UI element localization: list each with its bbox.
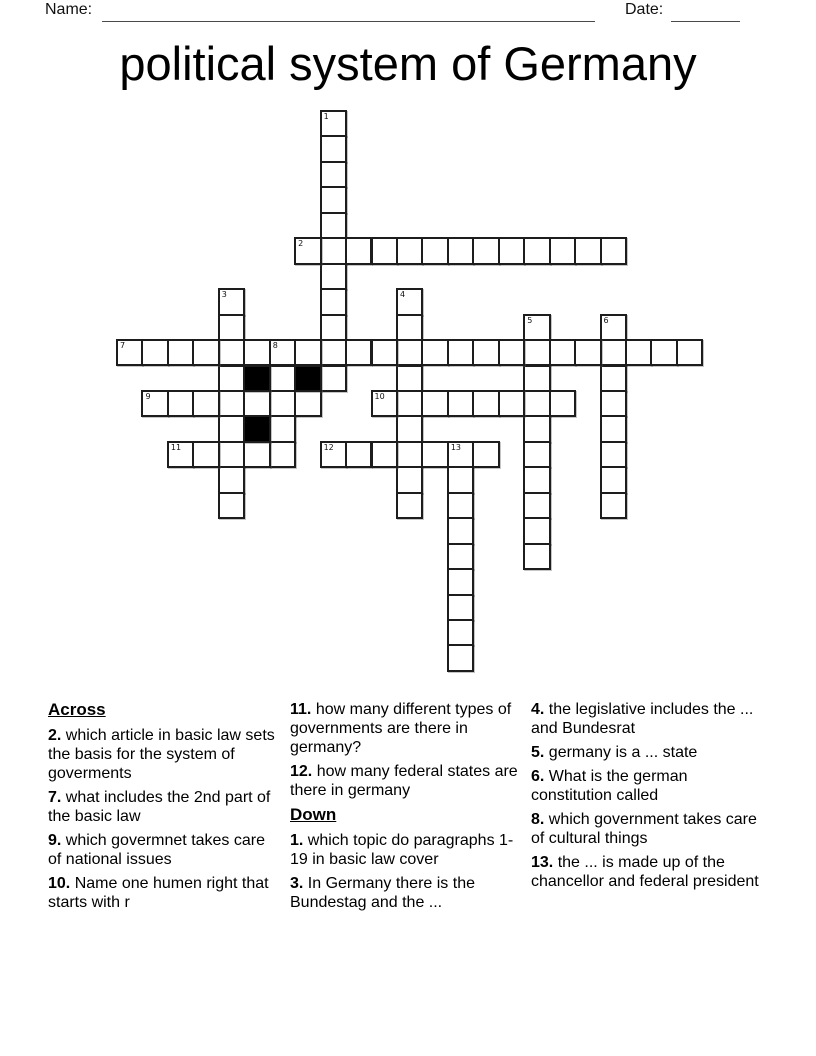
grid-cell[interactable] bbox=[141, 390, 168, 417]
clue-number: 5 bbox=[527, 315, 533, 325]
clue-text: how many federal states are there in germany bbox=[290, 763, 518, 799]
grid-cell[interactable] bbox=[447, 568, 474, 595]
grid-cell[interactable] bbox=[192, 441, 219, 468]
grid-cell[interactable] bbox=[421, 237, 448, 264]
clue-6 bbox=[531, 767, 771, 805]
grid-cell[interactable] bbox=[523, 390, 550, 417]
grid-cell[interactable] bbox=[269, 415, 296, 442]
across-heading: Across bbox=[48, 700, 106, 719]
grid-cell[interactable] bbox=[345, 237, 372, 264]
clue-number: 4 bbox=[399, 290, 406, 300]
grid-cell[interactable] bbox=[523, 441, 550, 468]
grid-cell[interactable] bbox=[447, 594, 474, 621]
grid-cell[interactable] bbox=[625, 339, 652, 366]
clue-11 bbox=[290, 700, 522, 757]
grid-cell[interactable] bbox=[243, 339, 270, 366]
grid-cell[interactable] bbox=[396, 237, 423, 264]
grid-cell[interactable] bbox=[141, 339, 168, 366]
grid-cell[interactable] bbox=[396, 339, 423, 366]
clue-column-2 bbox=[290, 700, 522, 917]
grid-cell[interactable] bbox=[498, 339, 525, 366]
grid-cell[interactable] bbox=[600, 365, 627, 392]
grid-cell[interactable] bbox=[396, 466, 423, 493]
grid-cell[interactable] bbox=[600, 415, 627, 442]
grid-cell[interactable] bbox=[472, 339, 499, 366]
grid-cell[interactable] bbox=[218, 339, 245, 366]
grid-cell[interactable] bbox=[498, 237, 525, 264]
grid-cell[interactable] bbox=[167, 390, 194, 417]
grid-cell[interactable] bbox=[523, 543, 550, 570]
grid-cell[interactable] bbox=[421, 441, 448, 468]
clue-number: 3 bbox=[221, 290, 227, 300]
clue-text: which article in basic law sets the basis for the system of goverments bbox=[48, 727, 275, 782]
clue-number-label: 2. bbox=[48, 727, 62, 744]
grid-cell[interactable] bbox=[269, 390, 296, 417]
grid-cell[interactable] bbox=[218, 314, 245, 341]
clue-number-label: 9. bbox=[48, 832, 62, 849]
grid-cell[interactable] bbox=[549, 339, 576, 366]
grid-cell[interactable] bbox=[192, 339, 219, 366]
clue-4 bbox=[531, 700, 771, 738]
clue-1 bbox=[290, 831, 522, 869]
grid-cell[interactable] bbox=[523, 339, 550, 366]
clue-7 bbox=[48, 788, 280, 826]
clue-text: how many different types of governments are there in germany? bbox=[290, 701, 512, 756]
clue-3 bbox=[290, 874, 522, 912]
clue-2 bbox=[48, 726, 280, 783]
name-label: Name: bbox=[45, 1, 93, 18]
clue-number-label: 3. bbox=[290, 875, 304, 892]
grid-cell[interactable] bbox=[218, 466, 245, 493]
clue-number-label: 7. bbox=[48, 789, 62, 806]
clue-text: which govermnet takes care of national issues bbox=[48, 832, 265, 868]
clue-5 bbox=[531, 743, 771, 762]
grid-cell[interactable] bbox=[600, 466, 627, 493]
grid-cell[interactable] bbox=[218, 288, 245, 315]
grid-cell[interactable] bbox=[523, 466, 550, 493]
grid-cell[interactable] bbox=[320, 212, 347, 239]
grid-cell[interactable] bbox=[472, 237, 499, 264]
grid-cell[interactable] bbox=[447, 441, 474, 468]
grid-cell[interactable] bbox=[523, 237, 550, 264]
grid-cell[interactable] bbox=[371, 339, 398, 366]
grid-cell[interactable] bbox=[294, 390, 321, 417]
grid-cell[interactable] bbox=[243, 441, 270, 468]
grid-cell[interactable] bbox=[218, 492, 245, 519]
grid-cell[interactable] bbox=[600, 441, 627, 468]
grid-cell[interactable] bbox=[421, 339, 448, 366]
grid-cell[interactable] bbox=[600, 492, 627, 519]
grid-cell[interactable] bbox=[320, 237, 347, 264]
clue-number-label: 5. bbox=[531, 744, 545, 761]
grid-cell[interactable] bbox=[167, 339, 194, 366]
grid-cell[interactable] bbox=[320, 314, 347, 341]
grid-cell[interactable] bbox=[498, 390, 525, 417]
grid-cell[interactable] bbox=[600, 237, 627, 264]
grid-cell[interactable] bbox=[574, 339, 601, 366]
grid-cell[interactable] bbox=[269, 441, 296, 468]
grid-cell[interactable] bbox=[447, 237, 474, 264]
clue-12 bbox=[290, 762, 522, 800]
grid-cell[interactable] bbox=[396, 365, 423, 392]
grid-cell[interactable] bbox=[320, 186, 347, 213]
clue-number: 13 bbox=[450, 442, 462, 452]
clue-text: In Germany there is the Bundestag and the ... bbox=[290, 875, 475, 911]
grid-cell[interactable] bbox=[345, 339, 372, 366]
grid-cell[interactable] bbox=[371, 237, 398, 264]
black-cell bbox=[294, 365, 321, 392]
clue-9 bbox=[48, 831, 280, 869]
grid-cell[interactable] bbox=[447, 517, 474, 544]
clue-number: 1 bbox=[323, 112, 329, 121]
clue-number: 10 bbox=[374, 391, 385, 401]
clue-text: which government takes care of cultural things bbox=[531, 811, 757, 847]
black-cell bbox=[243, 415, 270, 442]
grid-cell[interactable] bbox=[574, 237, 601, 264]
grid-cell[interactable] bbox=[600, 390, 627, 417]
grid-cell[interactable] bbox=[472, 441, 499, 468]
grid-cell[interactable] bbox=[218, 441, 245, 468]
down-heading: Down bbox=[290, 805, 337, 824]
grid-cell[interactable] bbox=[371, 390, 398, 417]
clue-text: What is the german constitution called bbox=[531, 768, 688, 804]
clue-number: 2 bbox=[298, 239, 304, 249]
grid-cell[interactable] bbox=[600, 339, 627, 366]
grid-cell[interactable] bbox=[116, 339, 143, 366]
clue-number: 11 bbox=[170, 442, 182, 452]
clue-text: the legislative includes the ... and Bundesrat bbox=[531, 701, 754, 737]
grid-cell[interactable] bbox=[320, 365, 347, 392]
grid-cell[interactable] bbox=[218, 415, 245, 442]
grid-cell[interactable] bbox=[396, 314, 423, 341]
grid-cell[interactable] bbox=[523, 517, 550, 544]
clue-number: 8 bbox=[272, 341, 278, 351]
grid-cell[interactable] bbox=[320, 161, 347, 188]
clue-text: which topic do paragraphs 1-19 in basic law cover bbox=[290, 832, 514, 868]
grid-cell[interactable] bbox=[523, 365, 550, 392]
clue-number-label: 8. bbox=[531, 811, 545, 828]
black-cell bbox=[243, 365, 270, 392]
grid-cell[interactable] bbox=[320, 441, 347, 468]
grid-cell[interactable] bbox=[523, 492, 550, 519]
clue-8 bbox=[531, 810, 771, 848]
grid-cell[interactable] bbox=[472, 390, 499, 417]
grid-cell[interactable] bbox=[294, 237, 321, 264]
grid-cell[interactable] bbox=[320, 339, 347, 366]
clue-number-label: 11. bbox=[290, 701, 312, 718]
clue-13 bbox=[531, 853, 771, 891]
grid-cell[interactable] bbox=[320, 263, 347, 290]
grid-cell[interactable] bbox=[396, 492, 423, 519]
clue-text: Name one humen right that starts with r bbox=[48, 875, 269, 911]
grid-cell[interactable] bbox=[192, 390, 219, 417]
grid-cell[interactable] bbox=[269, 339, 296, 366]
clue-text: the ... is made up of the chancellor and federal president bbox=[531, 854, 759, 890]
date-label: Date: bbox=[625, 1, 664, 18]
clue-number: 12 bbox=[323, 442, 334, 452]
clue-number-label: 1. bbox=[290, 832, 304, 849]
name-fill-line[interactable] bbox=[102, 21, 595, 22]
grid-cell[interactable] bbox=[447, 492, 474, 519]
grid-cell[interactable] bbox=[294, 339, 321, 366]
clue-number-label: 4. bbox=[531, 701, 545, 718]
clue-number: 9 bbox=[145, 391, 151, 401]
grid-cell[interactable] bbox=[320, 288, 347, 315]
grid-cell[interactable] bbox=[650, 339, 677, 366]
grid-cell[interactable] bbox=[447, 543, 474, 570]
grid-cell[interactable] bbox=[345, 441, 372, 468]
grid-cell[interactable] bbox=[523, 415, 550, 442]
clue-number: 7 bbox=[120, 341, 126, 351]
clue-text: germany is a ... state bbox=[548, 744, 698, 761]
clue-10 bbox=[48, 874, 280, 912]
clue-column-3 bbox=[531, 700, 771, 896]
grid-cell[interactable] bbox=[447, 390, 474, 417]
clue-number-label: 6. bbox=[531, 768, 545, 785]
clue-number-label: 10. bbox=[48, 875, 71, 892]
grid-cell[interactable] bbox=[421, 390, 448, 417]
grid-cell[interactable] bbox=[320, 110, 347, 137]
grid-cell[interactable] bbox=[600, 314, 627, 341]
grid-cell[interactable] bbox=[167, 441, 194, 468]
clue-text: what includes the 2nd part of the basic law bbox=[48, 789, 271, 825]
grid-cell[interactable] bbox=[243, 390, 270, 417]
clue-number-label: 13. bbox=[531, 854, 554, 871]
grid-cell[interactable] bbox=[549, 390, 576, 417]
grid-cell[interactable] bbox=[396, 288, 423, 315]
grid-cell[interactable] bbox=[396, 390, 423, 417]
clue-column-1 bbox=[48, 700, 280, 917]
grid-cell[interactable] bbox=[218, 365, 245, 392]
grid-cell[interactable] bbox=[269, 365, 296, 392]
grid-cell[interactable] bbox=[676, 339, 703, 366]
grid-cell[interactable] bbox=[549, 237, 576, 264]
grid-cell[interactable] bbox=[396, 415, 423, 442]
date-fill-line[interactable] bbox=[671, 21, 740, 22]
grid-cell[interactable] bbox=[218, 390, 245, 417]
page-title: political system of Germany bbox=[119, 37, 697, 90]
grid-cell[interactable] bbox=[371, 441, 398, 468]
grid-cell[interactable] bbox=[447, 619, 474, 646]
grid-cell[interactable] bbox=[320, 135, 347, 162]
clue-number-label: 12. bbox=[290, 763, 313, 780]
clue-number: 6 bbox=[603, 315, 609, 325]
grid-cell[interactable] bbox=[447, 644, 474, 671]
grid-cell[interactable] bbox=[523, 314, 550, 341]
grid-cell[interactable] bbox=[447, 339, 474, 366]
grid-cell[interactable] bbox=[396, 441, 423, 468]
grid-cell[interactable] bbox=[447, 466, 474, 493]
